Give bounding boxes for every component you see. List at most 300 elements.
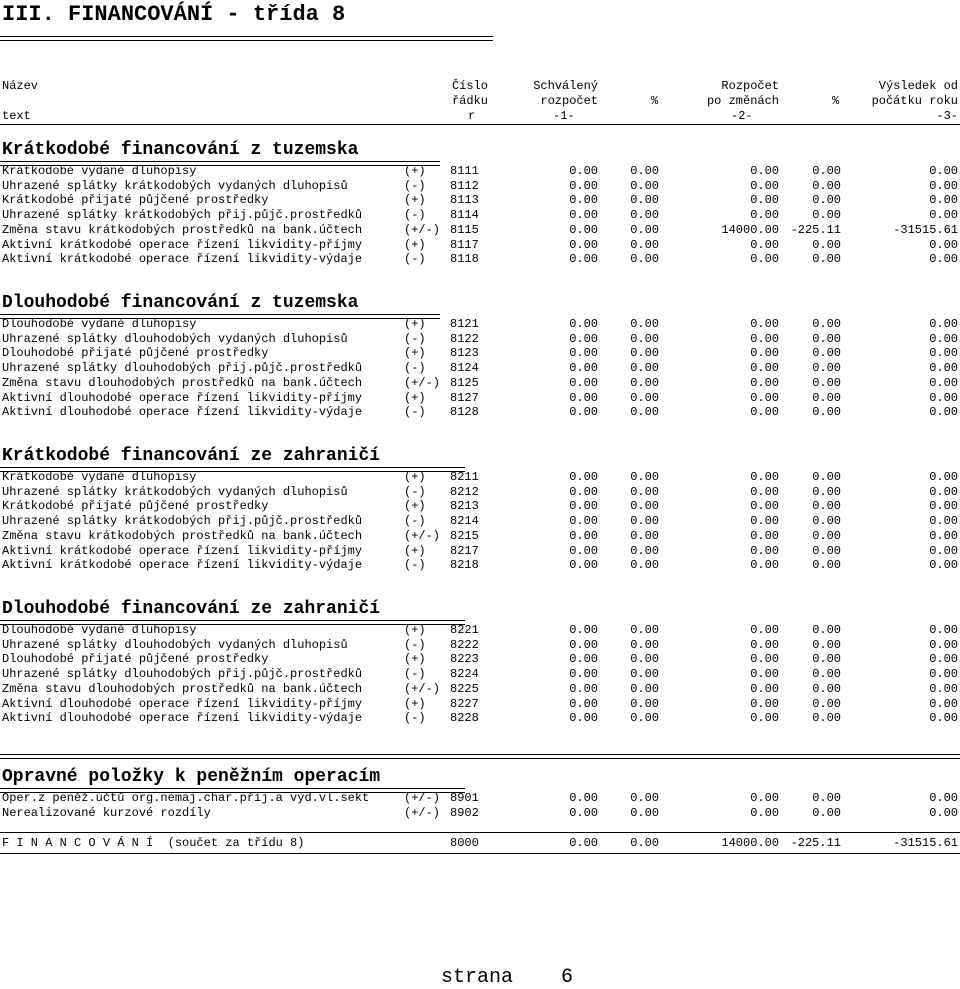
row-value-1: 0.00 xyxy=(569,637,598,652)
row-value-1: 0.00 xyxy=(569,484,598,499)
row-label: Uhrazené splátky krátkodobých vydaných dluhopisů xyxy=(2,484,348,499)
row-value-4: 0.00 xyxy=(812,791,841,805)
section-title: Krátkodobé financování ze zahraničí xyxy=(2,446,381,466)
row-value-3: 0.00 xyxy=(750,484,779,499)
row-value-4: 0.00 xyxy=(812,331,841,346)
table-row xyxy=(0,806,960,821)
row-label: Uhrazené splátky dlouhodobých přij.půjč.prostředků xyxy=(2,667,363,682)
row-code: 8114 xyxy=(450,208,479,223)
header-roz-1: Rozpočet xyxy=(721,79,779,93)
row-code: 8112 xyxy=(450,178,479,193)
row-value-5: 0.00 xyxy=(929,317,958,331)
row-sign: (+/-) xyxy=(404,791,441,805)
row-value-2: 0.00 xyxy=(630,528,659,543)
row-value-4: 0.00 xyxy=(812,193,841,208)
row-code: 8212 xyxy=(450,484,479,499)
row-value-3: 0.00 xyxy=(750,514,779,529)
row-sign: (-) xyxy=(404,361,426,376)
row-sign: (-) xyxy=(404,331,426,346)
row-value-4: 0.00 xyxy=(812,667,841,682)
row-label: Aktivní dlouhodobé operace řízení likvidity-příjmy xyxy=(2,696,363,711)
header-vys-3: -3- xyxy=(936,109,958,123)
row-sign: (-) xyxy=(404,667,426,682)
row-value-3: 0.00 xyxy=(750,405,779,420)
row-code: 8111 xyxy=(450,164,479,178)
row-sign: (+) xyxy=(404,346,426,361)
row-code: 8222 xyxy=(450,637,479,652)
row-value-5: 0.00 xyxy=(929,499,958,514)
row-value-1: 0.00 xyxy=(569,543,598,558)
row-sign: (+) xyxy=(404,317,426,331)
table-row xyxy=(0,346,960,361)
page-title: III. FINANCOVÁNÍ - třída 8 xyxy=(2,2,346,27)
row-value-1: 0.00 xyxy=(569,252,598,267)
table-row xyxy=(0,485,960,500)
row-code: 8223 xyxy=(450,652,479,667)
row-label: Uhrazené splátky krátkodobých vydaných dluhopisů xyxy=(2,178,348,193)
row-label: Uhrazené splátky krátkodobých přij.půjč.prostředků xyxy=(2,208,363,223)
total-value-2: 0.00 xyxy=(630,836,659,850)
row-value-2: 0.00 xyxy=(630,222,659,237)
row-value-4: 0.00 xyxy=(812,652,841,667)
table-row xyxy=(0,682,960,697)
row-label: Aktivní dlouhodobé operace řízení likvidity-příjmy xyxy=(2,390,363,405)
row-value-1: 0.00 xyxy=(569,652,598,667)
table-row xyxy=(0,376,960,391)
row-value-4: 0.00 xyxy=(812,528,841,543)
row-value-3: 0.00 xyxy=(750,558,779,573)
row-value-1: 0.00 xyxy=(569,558,598,573)
row-code: 8127 xyxy=(450,390,479,405)
section-title: Krátkodobé financování z tuzemska xyxy=(2,140,359,160)
row-value-5: 0.00 xyxy=(929,252,958,267)
row-value-4: 0.00 xyxy=(812,208,841,223)
header-pct-1: % xyxy=(651,94,659,108)
row-value-3: 0.00 xyxy=(750,681,779,696)
row-value-1: 0.00 xyxy=(569,361,598,376)
row-value-4: 0.00 xyxy=(812,317,841,331)
row-code: 8115 xyxy=(450,222,479,237)
total-label: F I N A N C O V Á N Í (součet za třídu 8) xyxy=(2,836,305,850)
row-label: Aktivní krátkodobé operace řízení likvidity-výdaje xyxy=(2,558,363,573)
row-code: 8215 xyxy=(450,528,479,543)
table-row xyxy=(0,223,960,238)
row-value-3: 0.00 xyxy=(750,696,779,711)
row-code: 8117 xyxy=(450,237,479,252)
row-value-5: 0.00 xyxy=(929,805,958,820)
row-code: 8125 xyxy=(450,375,479,390)
row-value-2: 0.00 xyxy=(630,390,659,405)
row-code: 8225 xyxy=(450,681,479,696)
row-sign: (+/-) xyxy=(404,375,441,390)
row-value-2: 0.00 xyxy=(630,484,659,499)
row-value-4: 0.00 xyxy=(812,514,841,529)
total-rule-top xyxy=(0,832,960,833)
row-sign: (-) xyxy=(404,208,426,223)
row-sign: (-) xyxy=(404,711,426,726)
row-sign: (+) xyxy=(404,164,426,178)
row-value-3: 0.00 xyxy=(750,470,779,484)
row-value-2: 0.00 xyxy=(630,361,659,376)
row-value-3: 0.00 xyxy=(750,317,779,331)
table-row xyxy=(0,544,960,559)
header-name-3: text xyxy=(2,109,31,123)
row-value-3: 0.00 xyxy=(750,528,779,543)
row-value-5: 0.00 xyxy=(929,637,958,652)
header-sch-3: -1- xyxy=(553,109,575,123)
row-label: Uhrazené splátky dlouhodobých přij.půjč.prostředků xyxy=(2,361,363,376)
header-num-1: Číslo xyxy=(451,79,488,93)
row-value-2: 0.00 xyxy=(630,178,659,193)
row-sign: (+) xyxy=(404,652,426,667)
row-value-1: 0.00 xyxy=(569,237,598,252)
section-title: Dlouhodobé financování ze zahraničí xyxy=(2,599,381,619)
row-sign: (+/-) xyxy=(404,805,441,820)
row-label: Krátkodobé přijaté půjčené prostředky xyxy=(2,499,269,514)
table-row xyxy=(0,667,960,682)
row-label: Nerealizované kurzové rozdíly xyxy=(2,805,211,820)
row-label: Aktivní dlouhodobé operace řízení likvidity-výdaje xyxy=(2,405,363,420)
row-sign: (+) xyxy=(404,193,426,208)
table-row xyxy=(0,623,960,638)
row-value-4: 0.00 xyxy=(812,237,841,252)
row-value-5: 0.00 xyxy=(929,361,958,376)
row-label: Krátkodobé vydané dluhopisy xyxy=(2,164,197,178)
row-value-4: 0.00 xyxy=(812,164,841,178)
row-value-3: 0.00 xyxy=(750,375,779,390)
row-value-1: 0.00 xyxy=(569,470,598,484)
total-rule-bottom xyxy=(0,853,960,854)
row-value-5: 0.00 xyxy=(929,681,958,696)
section-title: Dlouhodobé financování z tuzemska xyxy=(2,293,359,313)
row-value-4: 0.00 xyxy=(812,361,841,376)
row-sign: (-) xyxy=(404,252,426,267)
header-pct-2: % xyxy=(832,94,840,108)
row-value-2: 0.00 xyxy=(630,499,659,514)
row-code: 8211 xyxy=(450,470,479,484)
row-value-4: 0.00 xyxy=(812,623,841,637)
row-value-3: 0.00 xyxy=(750,164,779,178)
row-value-4: 0.00 xyxy=(812,681,841,696)
row-value-2: 0.00 xyxy=(630,252,659,267)
row-value-5: 0.00 xyxy=(929,528,958,543)
row-value-2: 0.00 xyxy=(630,317,659,331)
row-code: 8218 xyxy=(450,558,479,573)
row-value-1: 0.00 xyxy=(569,667,598,682)
row-sign: (-) xyxy=(404,484,426,499)
row-value-2: 0.00 xyxy=(630,681,659,696)
table-row xyxy=(0,711,960,726)
row-value-4: 0.00 xyxy=(812,470,841,484)
table-row xyxy=(0,558,960,573)
row-value-4: 0.00 xyxy=(812,637,841,652)
row-value-4: 0.00 xyxy=(812,178,841,193)
row-value-3: 0.00 xyxy=(750,252,779,267)
row-value-1: 0.00 xyxy=(569,528,598,543)
row-label: Změna stavu dlouhodobých prostředků na bank.účtech xyxy=(2,375,363,390)
row-value-1: 0.00 xyxy=(569,623,598,637)
row-value-3: 0.00 xyxy=(750,178,779,193)
row-value-2: 0.00 xyxy=(630,514,659,529)
row-label: Krátkodobé vydané dluhopisy xyxy=(2,470,197,484)
header-num-3: r xyxy=(468,109,476,123)
row-value-3: 0.00 xyxy=(750,667,779,682)
total-value-5: -31515.61 xyxy=(893,836,958,850)
table-row xyxy=(0,529,960,544)
table-row xyxy=(0,164,960,179)
table-row xyxy=(0,208,960,223)
row-value-2: 0.00 xyxy=(630,405,659,420)
row-code: 8121 xyxy=(450,317,479,331)
row-value-2: 0.00 xyxy=(630,637,659,652)
row-value-2: 0.00 xyxy=(630,791,659,805)
row-label: Aktivní krátkodobé operace řízení likvidity-příjmy xyxy=(2,543,363,558)
row-value-1: 0.00 xyxy=(569,164,598,178)
row-code: 8124 xyxy=(450,361,479,376)
row-value-4: 0.00 xyxy=(812,499,841,514)
row-value-4: 0.00 xyxy=(812,390,841,405)
row-value-5: 0.00 xyxy=(929,390,958,405)
header-roz-2: po změnách xyxy=(706,94,779,108)
title-underline xyxy=(0,36,493,41)
row-value-5: 0.00 xyxy=(929,346,958,361)
row-code: 8227 xyxy=(450,696,479,711)
row-value-4: 0.00 xyxy=(812,252,841,267)
row-value-3: 0.00 xyxy=(750,791,779,805)
row-value-5: 0.00 xyxy=(929,484,958,499)
row-label: Dlouhodobé vydané dluhopisy xyxy=(2,623,197,637)
row-value-3: 0.00 xyxy=(750,623,779,637)
row-code: 8214 xyxy=(450,514,479,529)
table-row xyxy=(0,238,960,253)
row-value-1: 0.00 xyxy=(569,208,598,223)
row-value-4: -225.11 xyxy=(790,222,841,237)
table-row xyxy=(0,470,960,485)
row-value-5: 0.00 xyxy=(929,405,958,420)
row-value-1: 0.00 xyxy=(569,405,598,420)
row-value-2: 0.00 xyxy=(630,237,659,252)
row-label: Oper.z peněž.účtů org.nemaj.char.příj.a výd.vl.sekt xyxy=(2,791,370,805)
header-sch-2: rozpočet xyxy=(540,94,598,108)
row-sign: (-) xyxy=(404,178,426,193)
header-vys-1: Výsledek od xyxy=(878,79,958,93)
row-value-3: 0.00 xyxy=(750,711,779,726)
row-value-2: 0.00 xyxy=(630,543,659,558)
row-value-2: 0.00 xyxy=(630,711,659,726)
row-value-4: 0.00 xyxy=(812,375,841,390)
row-sign: (-) xyxy=(404,558,426,573)
section-title: Opravné položky k peněžním operacím xyxy=(2,767,381,787)
table-row xyxy=(0,252,960,267)
row-value-3: 0.00 xyxy=(750,193,779,208)
table-row xyxy=(0,697,960,712)
row-value-5: 0.00 xyxy=(929,208,958,223)
row-value-1: 0.00 xyxy=(569,317,598,331)
row-value-3: 0.00 xyxy=(750,346,779,361)
row-value-3: 0.00 xyxy=(750,208,779,223)
row-sign: (+) xyxy=(404,470,426,484)
row-sign: (-) xyxy=(404,637,426,652)
table-row xyxy=(0,332,960,347)
row-value-1: 0.00 xyxy=(569,514,598,529)
table-row xyxy=(0,391,960,406)
row-sign: (-) xyxy=(404,405,426,420)
row-sign: (+) xyxy=(404,390,426,405)
row-sign: (+) xyxy=(404,623,426,637)
table-row xyxy=(0,638,960,653)
row-value-3: 0.00 xyxy=(750,237,779,252)
row-value-3: 0.00 xyxy=(750,499,779,514)
row-value-2: 0.00 xyxy=(630,346,659,361)
row-code: 8123 xyxy=(450,346,479,361)
row-label: Aktivní dlouhodobé operace řízení likvidity-výdaje xyxy=(2,711,363,726)
row-code: 8224 xyxy=(450,667,479,682)
row-label: Uhrazené splátky krátkodobých přij.půjč.prostředků xyxy=(2,514,363,529)
row-value-1: 0.00 xyxy=(569,805,598,820)
header-roz-3: -2- xyxy=(731,109,753,123)
row-value-5: 0.00 xyxy=(929,193,958,208)
row-label: Dlouhodobé přijaté půjčené prostředky xyxy=(2,652,269,667)
row-value-2: 0.00 xyxy=(630,164,659,178)
row-value-5: 0.00 xyxy=(929,791,958,805)
total-value-1: 0.00 xyxy=(569,836,598,850)
row-value-2: 0.00 xyxy=(630,652,659,667)
row-value-1: 0.00 xyxy=(569,791,598,805)
row-label: Změna stavu dlouhodobých prostředků na bank.účtech xyxy=(2,681,363,696)
row-code: 8221 xyxy=(450,623,479,637)
row-label: Krátkodobé přijaté půjčené prostředky xyxy=(2,193,269,208)
header-rule xyxy=(0,124,960,125)
table-row xyxy=(0,499,960,514)
row-code: 8228 xyxy=(450,711,479,726)
row-value-1: 0.00 xyxy=(569,222,598,237)
row-value-3: 0.00 xyxy=(750,331,779,346)
row-value-5: 0.00 xyxy=(929,178,958,193)
row-value-4: 0.00 xyxy=(812,484,841,499)
row-value-5: 0.00 xyxy=(929,237,958,252)
row-value-1: 0.00 xyxy=(569,346,598,361)
row-value-2: 0.00 xyxy=(630,208,659,223)
row-value-1: 0.00 xyxy=(569,681,598,696)
row-label: Dlouhodobé přijaté půjčené prostředky xyxy=(2,346,269,361)
row-value-2: 0.00 xyxy=(630,667,659,682)
row-value-3: 0.00 xyxy=(750,805,779,820)
row-value-5: 0.00 xyxy=(929,623,958,637)
row-value-4: 0.00 xyxy=(812,558,841,573)
row-value-2: 0.00 xyxy=(630,375,659,390)
row-value-1: 0.00 xyxy=(569,390,598,405)
row-value-5: 0.00 xyxy=(929,667,958,682)
row-code: 8901 xyxy=(450,791,479,805)
row-label: Změna stavu krátkodobých prostředků na bank.účtech xyxy=(2,528,363,543)
row-value-3: 14000.00 xyxy=(721,222,779,237)
row-value-4: 0.00 xyxy=(812,543,841,558)
row-code: 8217 xyxy=(450,543,479,558)
header-sch-1: Schválený xyxy=(533,79,598,93)
row-label: Dlouhodobé vydané dluhopisy xyxy=(2,317,197,331)
row-code: 8213 xyxy=(450,499,479,514)
row-value-5: 0.00 xyxy=(929,558,958,573)
row-sign: (+) xyxy=(404,499,426,514)
row-value-5: -31515.61 xyxy=(893,222,958,237)
row-value-3: 0.00 xyxy=(750,390,779,405)
row-value-1: 0.00 xyxy=(569,711,598,726)
row-value-4: 0.00 xyxy=(812,711,841,726)
row-label: Aktivní krátkodobé operace řízení likvidity-výdaje xyxy=(2,252,363,267)
row-code: 8118 xyxy=(450,252,479,267)
row-sign: (+/-) xyxy=(404,528,441,543)
row-value-2: 0.00 xyxy=(630,696,659,711)
row-code: 8113 xyxy=(450,193,479,208)
page-number: strana 6 xyxy=(441,966,574,989)
table-row xyxy=(0,317,960,332)
header-name-1: Název xyxy=(2,79,39,93)
row-sign: (+) xyxy=(404,696,426,711)
row-sign: (+/-) xyxy=(404,681,441,696)
table-row xyxy=(0,791,960,806)
row-value-5: 0.00 xyxy=(929,652,958,667)
total-value-4: -225.11 xyxy=(790,836,841,850)
row-value-4: 0.00 xyxy=(812,805,841,820)
header-vys-2: počátku roku xyxy=(871,94,958,108)
row-value-2: 0.00 xyxy=(630,805,659,820)
total-value-3: 14000.00 xyxy=(721,836,779,850)
row-value-2: 0.00 xyxy=(630,470,659,484)
row-value-5: 0.00 xyxy=(929,711,958,726)
row-value-1: 0.00 xyxy=(569,178,598,193)
row-value-2: 0.00 xyxy=(630,193,659,208)
row-value-2: 0.00 xyxy=(630,623,659,637)
row-sign: (-) xyxy=(404,514,426,529)
row-value-5: 0.00 xyxy=(929,543,958,558)
row-code: 8128 xyxy=(450,405,479,420)
row-value-3: 0.00 xyxy=(750,543,779,558)
row-label: Aktivní krátkodobé operace řízení likvidity-příjmy xyxy=(2,237,363,252)
section-separator xyxy=(0,754,960,759)
total-code: 8000 xyxy=(450,836,479,850)
row-sign: (+/-) xyxy=(404,222,441,237)
table-row xyxy=(0,652,960,667)
row-code: 8122 xyxy=(450,331,479,346)
row-label: Změna stavu krátkodobých prostředků na bank.účtech xyxy=(2,222,363,237)
table-row xyxy=(0,361,960,376)
table-row xyxy=(0,193,960,208)
row-value-5: 0.00 xyxy=(929,696,958,711)
row-value-1: 0.00 xyxy=(569,193,598,208)
row-value-1: 0.00 xyxy=(569,375,598,390)
row-code: 8902 xyxy=(450,805,479,820)
row-value-2: 0.00 xyxy=(630,558,659,573)
row-value-4: 0.00 xyxy=(812,696,841,711)
row-value-5: 0.00 xyxy=(929,514,958,529)
row-value-1: 0.00 xyxy=(569,499,598,514)
row-value-3: 0.00 xyxy=(750,637,779,652)
row-value-1: 0.00 xyxy=(569,331,598,346)
row-sign: (+) xyxy=(404,237,426,252)
row-value-5: 0.00 xyxy=(929,164,958,178)
row-value-3: 0.00 xyxy=(750,652,779,667)
row-value-4: 0.00 xyxy=(812,405,841,420)
table-row xyxy=(0,405,960,420)
table-row xyxy=(0,179,960,194)
row-value-1: 0.00 xyxy=(569,696,598,711)
row-value-4: 0.00 xyxy=(812,346,841,361)
header-num-2: řádku xyxy=(451,94,488,108)
row-value-2: 0.00 xyxy=(630,331,659,346)
table-row xyxy=(0,514,960,529)
row-label: Uhrazené splátky dlouhodobých vydaných dluhopisů xyxy=(2,331,348,346)
row-label: Uhrazené splátky dlouhodobých vydaných dluhopisů xyxy=(2,637,348,652)
